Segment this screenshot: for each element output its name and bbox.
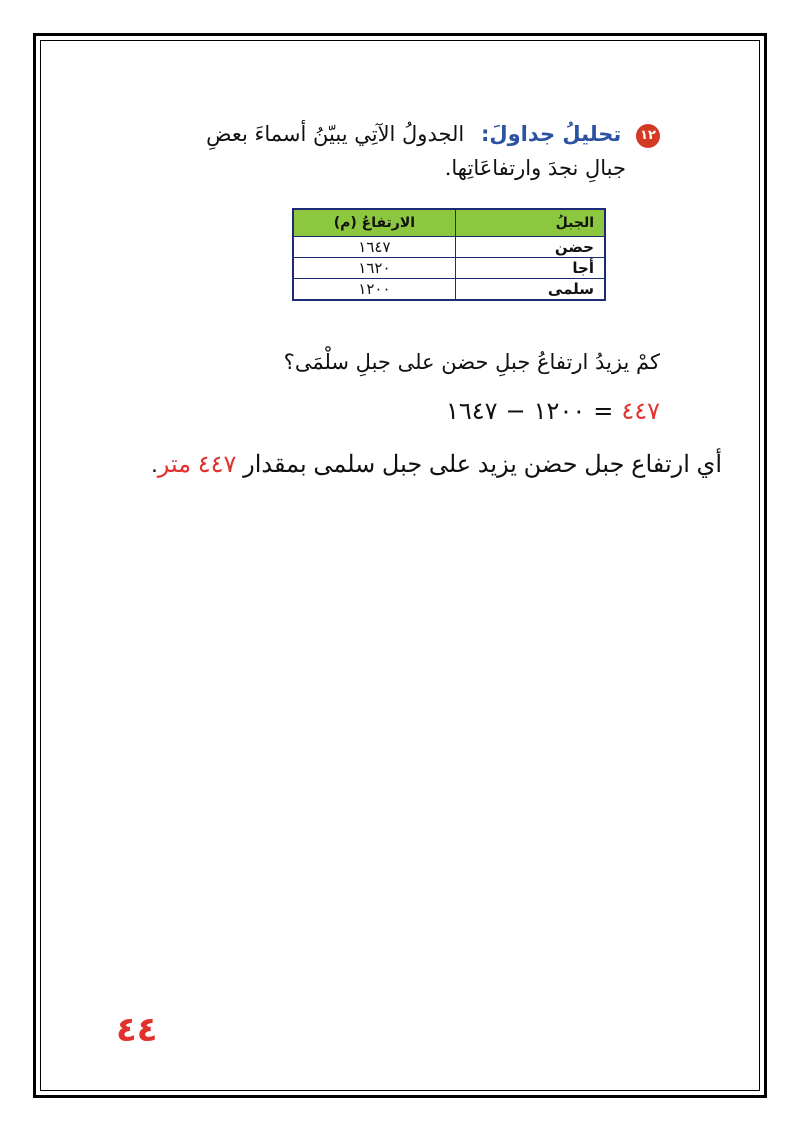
table-header-row bbox=[293, 209, 605, 237]
header-height: الارتفاعُ (م) bbox=[293, 209, 455, 237]
mountain-height: ١٦٢٠ bbox=[293, 258, 455, 279]
answer-period: . bbox=[151, 451, 158, 478]
problem-statement-line1: الجدولُ الآتِي يبيّنُ أسماءَ بعضِ bbox=[206, 122, 465, 146]
page-number: ٤٤ bbox=[116, 1010, 158, 1050]
minus-sign: − bbox=[505, 397, 526, 425]
mountain-name: أجا bbox=[455, 258, 605, 279]
answer-value: ٤٤٧ متر bbox=[157, 451, 237, 478]
problem-statement-line2: جبالِ نجدَ وارتفاعَاتِها. bbox=[444, 156, 626, 180]
mountain-height: ١٢٠٠ bbox=[293, 279, 455, 301]
header-mountain: الجبلُ bbox=[455, 209, 605, 237]
equation-result: ٤٤٧ bbox=[621, 397, 660, 425]
equation-subtrahend: ١٢٠٠ bbox=[533, 397, 586, 425]
equation-minuend: ١٦٤٧ bbox=[445, 397, 498, 425]
mountain-name: حضن bbox=[455, 237, 605, 258]
table-row bbox=[293, 237, 605, 258]
answer-text bbox=[82, 450, 722, 479]
table-row bbox=[293, 258, 605, 279]
table-row bbox=[293, 279, 605, 301]
question-text: كمْ يزيدُ ارتفاعُ جبلِ حضن على جبلِ سلْمَى؟ bbox=[283, 350, 660, 374]
problem-topic: تحليلُ جداولَ: bbox=[480, 122, 622, 146]
equals-sign: = bbox=[593, 397, 614, 425]
mountains-table bbox=[292, 208, 606, 301]
problem-number-badge: ١٢ bbox=[636, 124, 660, 148]
problem-heading bbox=[120, 118, 660, 150]
mountain-height: ١٦٤٧ bbox=[293, 237, 455, 258]
subtraction-equation bbox=[200, 397, 660, 425]
answer-sentence: أي ارتفاع جبل حضن يزيد على جبل سلمى بمقدار bbox=[243, 451, 722, 478]
problem-statement bbox=[120, 118, 660, 184]
mountain-name: سلمى bbox=[455, 279, 605, 301]
page-border-inner bbox=[40, 40, 760, 1091]
